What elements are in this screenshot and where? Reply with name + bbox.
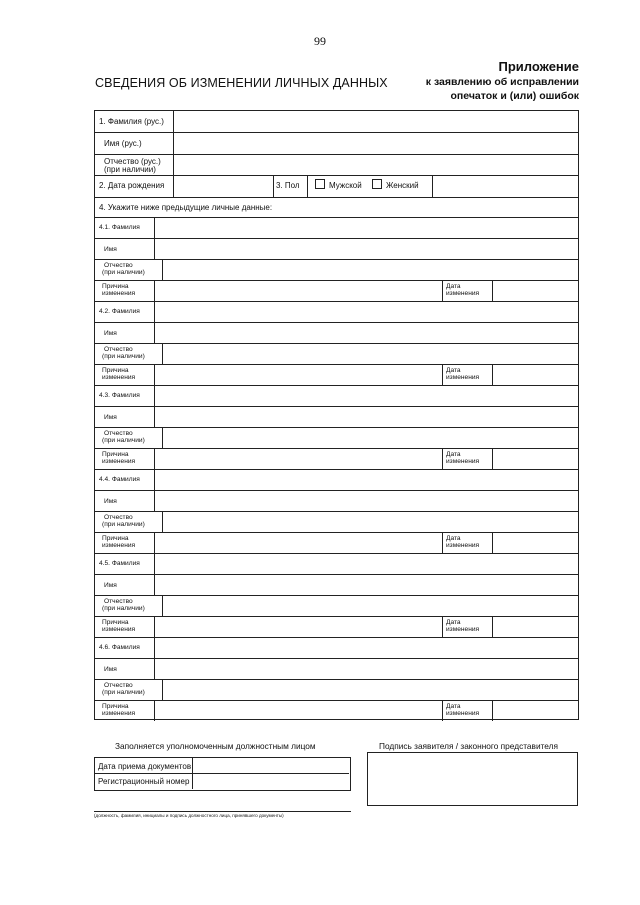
receipt-date-input[interactable] [193,758,349,773]
prev-patronymic-label-1-6: Отчество [104,682,133,689]
surname-label: 1. Фамилия (рус.) [99,117,164,126]
prev-name-input-3[interactable] [155,407,578,427]
prev-patronymic-label-1-5: Отчество [104,598,133,605]
prev-reason-label-2-4: изменения [102,542,136,549]
previous-data-heading: 4. Укажите ниже предыдущие личные данные: [99,203,273,212]
male-label: Мужской [329,181,362,190]
prev-date-label-2-5: изменения [446,626,480,633]
male-checkbox[interactable] [315,179,325,189]
prev-date-input-2[interactable] [493,365,578,385]
prev-patronymic-label-1-2: Отчество [104,346,133,353]
prev-reason-input-2[interactable] [155,365,442,385]
prev-date-input-4[interactable] [493,533,578,553]
prev-date-label-1-6: Дата [446,703,461,710]
prev-reason-label-2-5: изменения [102,626,136,633]
prev-reason-input-4[interactable] [155,533,442,553]
prev-name-label-4: Имя [104,498,117,505]
female-label: Женский [386,181,419,190]
prev-date-label-1-2: Дата [446,367,461,374]
patronymic-input[interactable] [174,155,578,175]
prev-name-label-1: Имя [104,246,117,253]
prev-date-label-1-3: Дата [446,451,461,458]
appendix-line-2: опечаток и (или) ошибок [450,90,579,102]
patronymic-label-2: (при наличии) [104,165,156,174]
prev-date-input-6[interactable] [493,701,578,721]
prev-reason-label-2-2: изменения [102,374,136,381]
prev-surname-label-2: 4.2. Фамилия [99,308,140,315]
reg-number-input[interactable] [193,774,349,789]
prev-patronymic-label-2-6: (при наличии) [102,689,145,696]
official-note: Заполняется уполномоченным должностным лицом [115,741,316,751]
appendix-line-1: к заявлению об исправлении [425,76,579,88]
birthdate-input[interactable] [174,176,273,197]
prev-reason-label-1-4: Причина [102,535,129,542]
prev-date-label-1-1: Дата [446,283,461,290]
reg-number-label: Регистрационный номер [98,777,190,786]
prev-reason-input-1[interactable] [155,281,442,301]
prev-patronymic-input-1[interactable] [163,260,578,280]
prev-name-input-1[interactable] [155,239,578,259]
prev-name-input-5[interactable] [155,575,578,595]
prev-patronymic-label-1-3: Отчество [104,430,133,437]
official-footnote: (должность, фамилия, инициалы и подпись должностного лица, принявшего документы) [94,811,351,818]
prev-date-label-2-6: изменения [446,710,480,717]
prev-date-input-1[interactable] [493,281,578,301]
prev-surname-input-6[interactable] [155,638,578,658]
prev-patronymic-input-4[interactable] [163,512,578,532]
prev-date-input-5[interactable] [493,617,578,637]
prev-reason-label-1-2: Причина [102,367,129,374]
prev-reason-label-2-6: изменения [102,710,136,717]
prev-surname-input-5[interactable] [155,554,578,574]
prev-reason-label-1-3: Причина [102,451,129,458]
name-input[interactable] [174,133,578,154]
prev-name-label-3: Имя [104,414,117,421]
prev-surname-label-4: 4.4. Фамилия [99,476,140,483]
sex-label: 3. Пол [276,181,300,190]
prev-patronymic-label-2-4: (при наличии) [102,521,145,528]
signature-box[interactable] [367,752,578,806]
prev-date-label-1-5: Дата [446,619,461,626]
prev-surname-label-6: 4.6. Фамилия [99,644,140,651]
official-box [94,757,351,791]
prev-surname-input-4[interactable] [155,470,578,490]
prev-patronymic-input-5[interactable] [163,596,578,616]
prev-surname-label-1: 4.1. Фамилия [99,224,140,231]
prev-reason-input-3[interactable] [155,449,442,469]
prev-reason-label-1-6: Причина [102,703,129,710]
prev-patronymic-input-6[interactable] [163,680,578,700]
prev-reason-label-1-5: Причина [102,619,129,626]
prev-surname-input-2[interactable] [155,302,578,322]
prev-patronymic-label-2-3: (при наличии) [102,437,145,444]
prev-date-input-3[interactable] [493,449,578,469]
prev-surname-input-1[interactable] [155,218,578,238]
prev-patronymic-input-3[interactable] [163,428,578,448]
prev-name-input-6[interactable] [155,659,578,679]
birthdate-label: 2. Дата рождения [99,181,165,190]
prev-surname-label-5: 4.5. Фамилия [99,560,140,567]
form-title: СВЕДЕНИЯ ОБ ИЗМЕНЕНИИ ЛИЧНЫХ ДАННЫХ [95,76,388,90]
prev-patronymic-label-1-4: Отчество [104,514,133,521]
prev-name-label-6: Имя [104,666,117,673]
prev-name-input-2[interactable] [155,323,578,343]
surname-input[interactable] [174,111,578,132]
prev-reason-input-5[interactable] [155,617,442,637]
prev-surname-label-3: 4.3. Фамилия [99,392,140,399]
prev-reason-label-2-3: изменения [102,458,136,465]
prev-patronymic-label-2-2: (при наличии) [102,353,145,360]
prev-date-label-1-4: Дата [446,535,461,542]
appendix-heading: Приложение [498,59,579,74]
prev-name-input-4[interactable] [155,491,578,511]
prev-date-label-2-2: изменения [446,374,480,381]
prev-reason-input-6[interactable] [155,701,442,721]
prev-reason-label-2-1: изменения [102,290,136,297]
female-checkbox[interactable] [372,179,382,189]
personal-data-form [94,110,579,720]
patronymic-label-1: Отчество (рус.) [104,157,161,166]
prev-date-label-2-3: изменения [446,458,480,465]
name-label: Имя (рус.) [104,139,142,148]
signature-label: Подпись заявителя / законного представителя [379,741,558,751]
prev-patronymic-input-2[interactable] [163,344,578,364]
prev-name-label-5: Имя [104,582,117,589]
appendix-header [426,60,579,103]
prev-patronymic-label-2-1: (при наличии) [102,269,145,276]
prev-date-label-2-4: изменения [446,542,480,549]
prev-name-label-2: Имя [104,330,117,337]
prev-date-label-2-1: изменения [446,290,480,297]
receipt-date-label: Дата приема документов [98,762,192,771]
prev-surname-input-3[interactable] [155,386,578,406]
prev-patronymic-label-2-5: (при наличии) [102,605,145,612]
prev-reason-label-1-1: Причина [102,283,129,290]
page-number: 99 [314,34,326,48]
prev-patronymic-label-1-1: Отчество [104,262,133,269]
